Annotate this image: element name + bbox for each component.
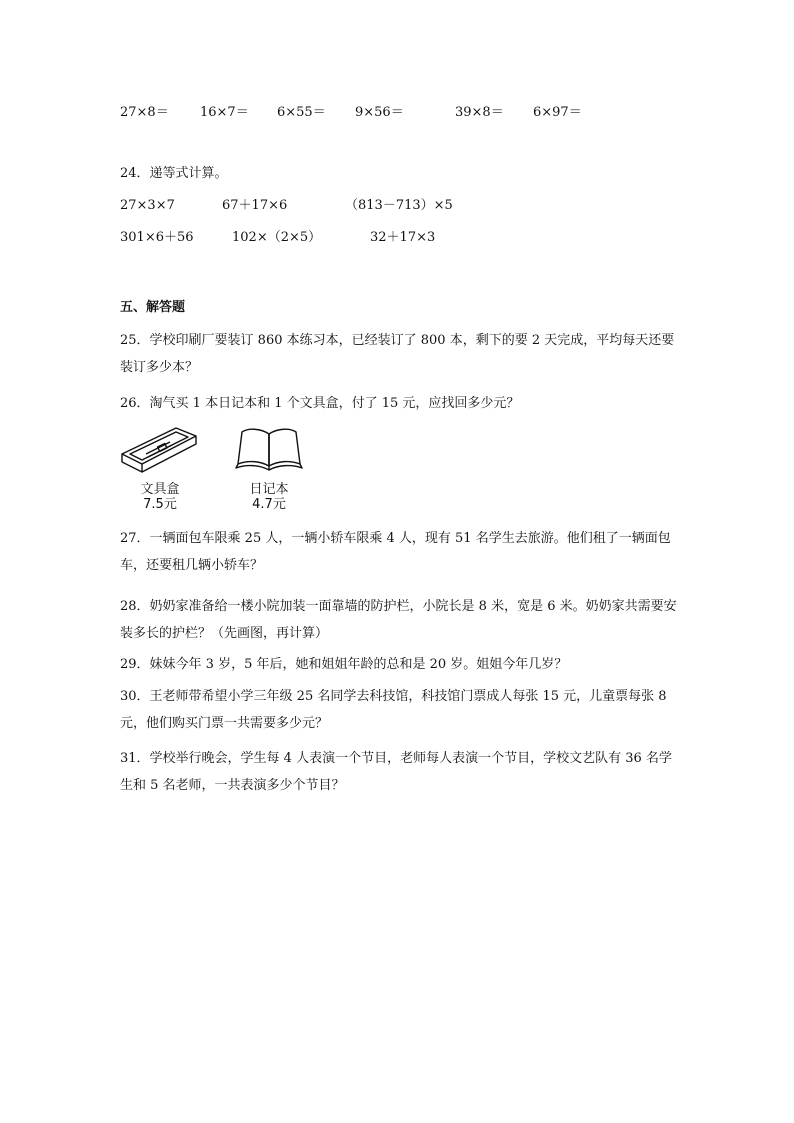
calc-item: 39×8＝ — [455, 105, 504, 120]
calc-item: 27×8＝ — [120, 105, 169, 120]
item-name: 文具盒 — [140, 482, 180, 497]
expression: 301×6＋56 — [120, 230, 194, 245]
pencil-case-icon — [118, 424, 200, 476]
calc-item: 16×7＝ — [200, 105, 249, 120]
question-31: 31．学校举行晚会，学生每 4 人表演一个节目，老师每人表演一个节目，学校文艺队有 36 名学生和 5 名老师，一共表演多少个节目？ — [120, 751, 672, 793]
section-heading: 五、解答题 — [120, 300, 186, 315]
calc-item: 6×55＝ — [277, 105, 326, 120]
question-25: 25．学校印刷厂要装订 860 本练习本，已经装订了 800 本，剩下的要 2 天完成，平均每天还要装订多少本？ — [120, 333, 675, 375]
question-27: 27．一辆面包车限乘 25 人，一辆小轿车限乘 4 人，现有 51 名学生去旅游。他们租了一辆面包车，还要租几辆小轿车？ — [120, 531, 671, 573]
question-29: 29．妹妹今年 3 岁，5 年后，她和姐姐年龄的总和是 20 岁。姐姐今年几岁？ — [120, 657, 568, 672]
expression: 67＋17×6 — [222, 198, 288, 213]
expression: 32＋17×3 — [370, 230, 436, 245]
expression: （813－713）×5 — [345, 198, 453, 213]
item-name: 日记本 — [249, 482, 289, 497]
question-30: 30．王老师带希望小学三年级 25 名同学去科技馆，科技馆门票成人每张 15 元，儿童票每张 8 元，他们购买门票一共需要多少元？ — [120, 689, 667, 731]
q24-title: 24．递等式计算。 — [120, 166, 228, 181]
question-26: 26．淘气买 1 本日记本和 1 个文具盒，付了 15 元，应找回多少元？ — [120, 396, 520, 411]
question-28: 28．奶奶家准备给一楼小院加装一面靠墙的防护栏，小院长是 8 米，宽是 6 米。奶奶家共需要安装多长的护栏？（先画图，再计算） — [120, 599, 677, 641]
item-price: 7.5元 — [143, 497, 177, 512]
expression: 102×（2×5） — [232, 230, 322, 245]
calc-item: 6×97＝ — [533, 105, 582, 120]
expression: 27×3×7 — [120, 198, 175, 213]
item-price: 4.7元 — [252, 497, 286, 512]
calc-item: 9×56＝ — [355, 105, 404, 120]
open-book-icon — [234, 426, 304, 472]
